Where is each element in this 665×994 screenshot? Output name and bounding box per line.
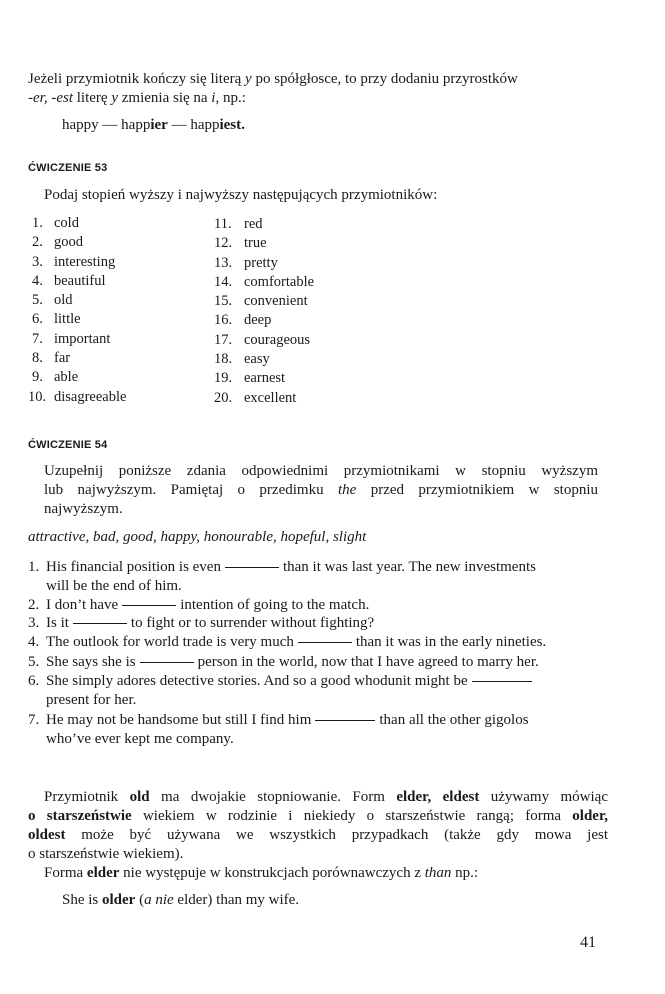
answer-blank[interactable] <box>225 566 279 568</box>
sentence-2: 2. I don’t have intention of going to the match. <box>28 597 370 613</box>
list-item: 11. red <box>214 216 263 232</box>
sentence-6: 6. She simply adores detective stories. And so a good whodunit might be present for her. <box>32 672 636 710</box>
list-item: 20. excellent <box>214 389 297 406</box>
list-item: 7. important <box>32 330 111 347</box>
exercise-53-column-2 <box>214 215 314 408</box>
list-item: 8. far <box>32 350 71 367</box>
list-item: 17. courageous <box>214 331 311 348</box>
exercise-54-heading: ĆWICZENIE 54 <box>28 439 108 451</box>
exercise-53-column-1 <box>28 214 127 407</box>
sentence-1: 1. His financial position is even than it was last year. The new investments will be the end of him. <box>28 559 536 594</box>
list-item: 16. deep <box>214 312 272 329</box>
note-old-paragraph: Przymiotnik old ma dwojakie stopniowanie. Form elder, eldest używamy mówiąc o starszeństwie wiekiem w rodzinie i niekiedy o starszeństwie rangą; forma older, oldest może być używana we wszystkich przypadkach (także gdy mowa jest o starszeństwie wiekiem). Forma elder nie występuje w konstrukcjach porównawczych z than np.: <box>28 789 608 881</box>
list-item: 10. disagreeable <box>28 388 127 405</box>
list-item: 13. pretty <box>214 254 278 271</box>
answer-blank[interactable] <box>298 641 352 643</box>
intro-line-1: Jeżeli przymiotnik kończy się literą y po spółgłosce, to przy dodaniu przyrostków <box>28 71 518 87</box>
sentence-3: 3. Is it to fight or to surrender without fighting? <box>28 615 375 631</box>
list-item: 3. interesting <box>32 253 116 270</box>
sentence-7: 7. He may not be handsome but still I find him than all the other gigolos who’ve ever kept me company. <box>28 712 529 747</box>
list-item: 5. old <box>32 292 73 309</box>
list-item: 1. cold <box>32 215 79 231</box>
list-item: 12. true <box>214 235 267 252</box>
intro-line-2: -er, -est literę y zmienia się na i, np.: <box>28 90 246 106</box>
answer-blank[interactable] <box>140 661 194 663</box>
sentence-5: 5. She says she is person in the world, now that I have agreed to marry her. <box>28 654 539 670</box>
answer-blank[interactable] <box>73 622 127 624</box>
answer-blank[interactable] <box>472 680 532 682</box>
list-item: 9. able <box>32 369 79 386</box>
note-example: She is older (a nie elder) than my wife. <box>62 892 300 908</box>
answer-blank[interactable] <box>315 719 375 721</box>
answer-blank[interactable] <box>122 604 176 606</box>
exercise-53-instruction: Podaj stopień wyższy i najwyższy następujących przymiotników: <box>44 187 438 203</box>
exercise-53-heading: ĆWICZENIE 53 <box>28 162 108 174</box>
page-number: 41 <box>580 934 596 951</box>
word-bank: attractive, bad, good, happy, honourable, hopeful, slight <box>28 529 367 545</box>
list-item: 18. easy <box>214 351 270 368</box>
list-item: 6. little <box>32 311 81 328</box>
list-item: 14. comfortable <box>214 273 315 290</box>
exercise-54-instruction: Uzupełnij poniższe zdania odpowiednimi przymiotnikami w stopniu wyższym lub najwyższym. Pamiętaj o przedimku the przed przymiotnikiem w stopniu najwyższym. <box>44 463 598 517</box>
list-item: 19. earnest <box>214 370 286 387</box>
list-item: 4. beautiful <box>32 272 106 289</box>
intro-example: happy — happier — happiest. <box>62 117 245 133</box>
list-item: 15. convenient <box>214 293 308 310</box>
list-item: 2. good <box>32 234 83 251</box>
sentence-4: 4. The outlook for world trade is very much than it was in the early nineties. <box>28 634 547 650</box>
